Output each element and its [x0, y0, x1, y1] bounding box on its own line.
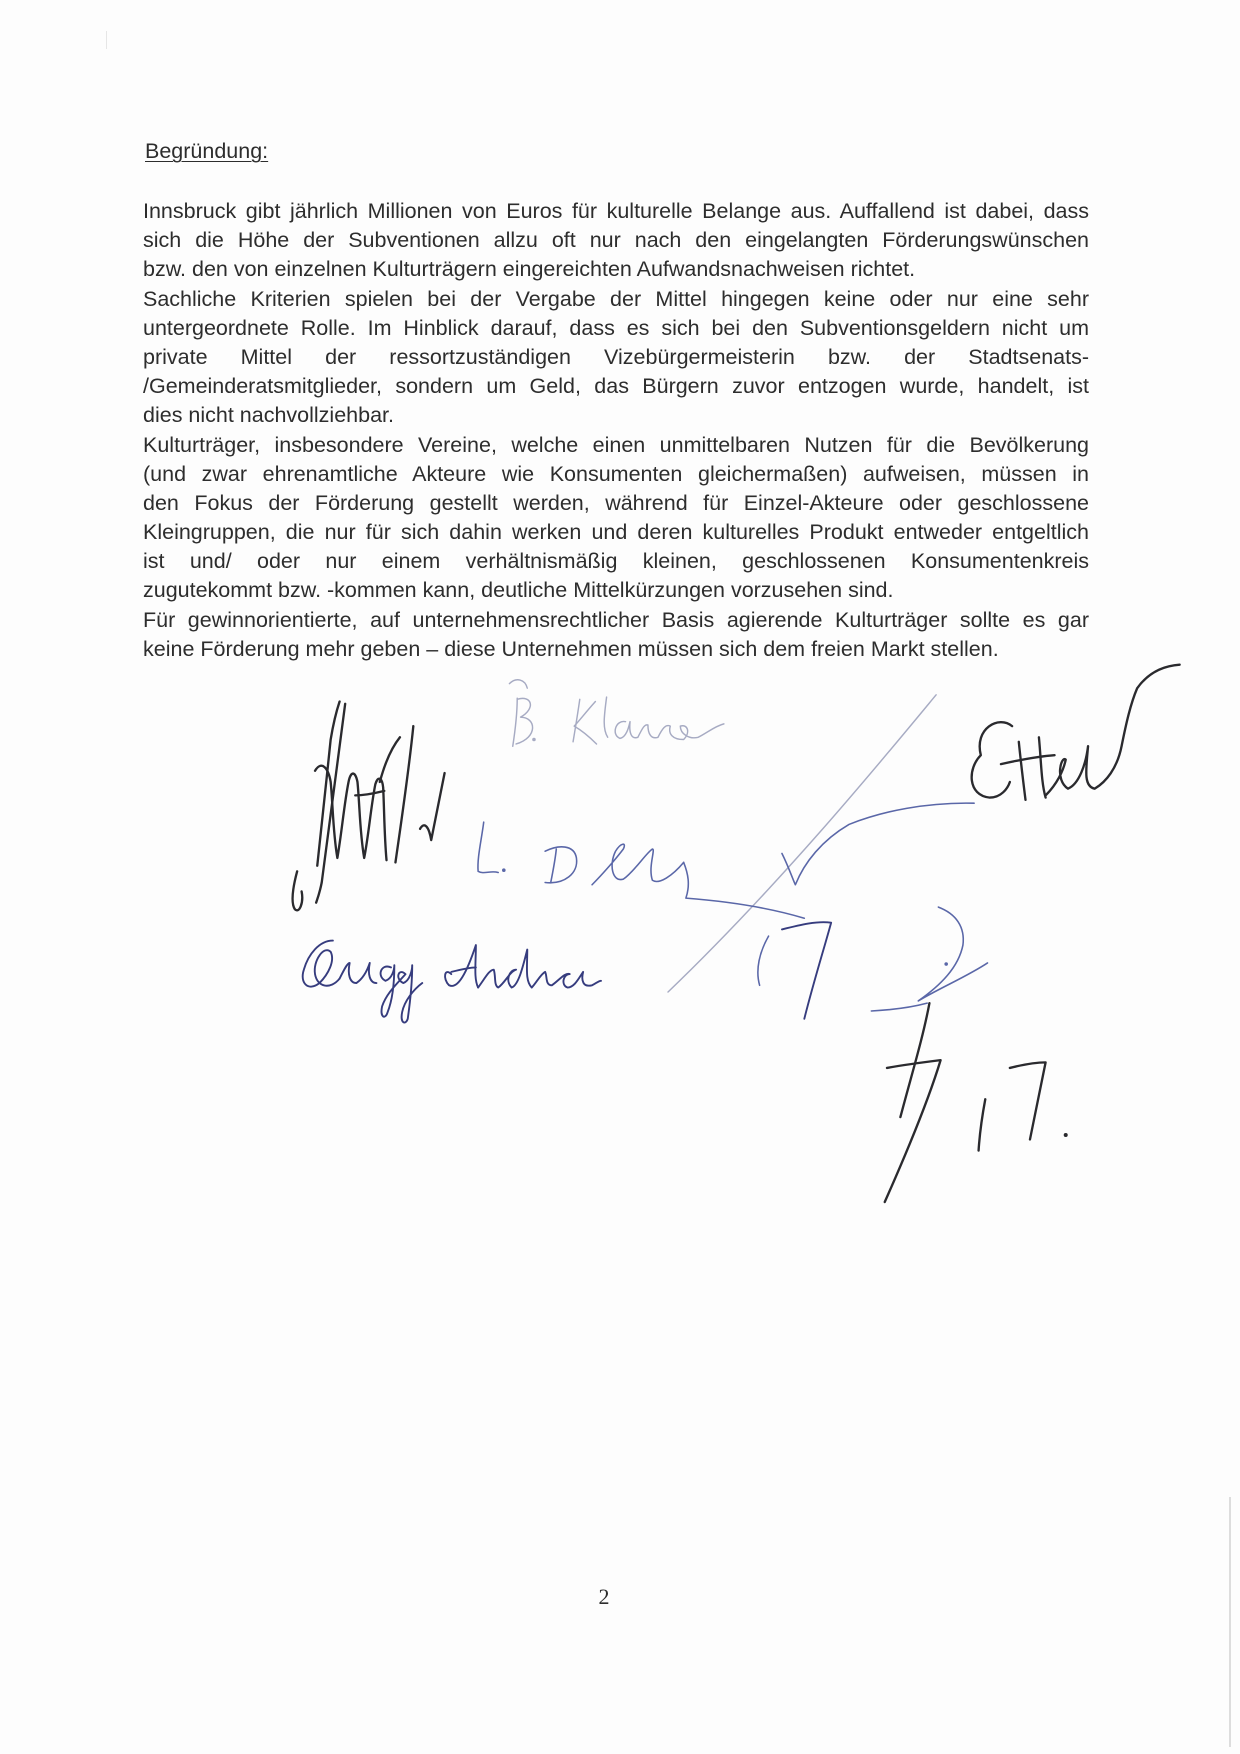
- signature-ettel: [972, 665, 1180, 800]
- ink-stroke: [292, 871, 302, 910]
- ink-stroke: [516, 698, 532, 744]
- text-line: Kleingruppen, die nur für sich dahin werken und deren kulturelles Produkt entweder entgeltlich: [143, 520, 1089, 545]
- ink-stroke: [340, 963, 377, 983]
- text-line: keine Förderung mehr geben – diese Unternehmen müssen sich dem freien Markt stellen.: [143, 636, 999, 661]
- ink-stroke: [478, 822, 498, 872]
- text-line: (und zwar ehrenamtliche Akteure wie Konsumenten gleichermaßen) aufweisen, müssen in: [143, 461, 1089, 486]
- ink-stroke: [509, 680, 527, 688]
- ink-stroke: [513, 698, 517, 746]
- ink-stroke: [972, 722, 1012, 797]
- ink-stroke: [355, 791, 384, 795]
- ink-stroke: [478, 950, 601, 988]
- signature-hugg-andrea: [303, 922, 831, 1022]
- signature-numeral-marks: [885, 1003, 1068, 1202]
- ink-stroke: [574, 702, 596, 744]
- ink-stroke: [871, 1003, 927, 1011]
- ink-dot: [944, 962, 948, 966]
- ink-stroke: [1039, 737, 1046, 797]
- ink-stroke: [604, 697, 608, 737]
- ink-stroke: [551, 849, 557, 883]
- ink-stroke: [782, 922, 831, 1019]
- ink-stroke: [758, 936, 769, 985]
- ink-stroke: [381, 965, 423, 1022]
- ink-stroke: [451, 967, 476, 971]
- ink-stroke: [380, 737, 400, 782]
- ink-stroke: [668, 695, 936, 992]
- signature-diagonal-stroke: [668, 695, 936, 992]
- text-line: sich die Höhe der Subventionen allzu oft nur nach den eingelangten Förderungswünschen: [143, 228, 1089, 253]
- ink-dot: [502, 868, 506, 872]
- ink-dot: [1064, 1133, 1068, 1137]
- text-line: ist und/ oder nur einem verhältnismäßig kleinen, geschlossenen Konsumentenkreis: [143, 549, 1089, 574]
- text-line: untergeordnete Rolle. Im Hinblick darauf, dass es sich bei den Subventionsgeldern nicht um: [143, 315, 1089, 340]
- ink-stroke: [979, 1099, 986, 1150]
- ink-stroke: [445, 945, 478, 987]
- text-line: bzw. den von einzelnen Kulturträgern eingereichten Aufwandsnachweisen richtet.: [143, 257, 916, 282]
- signature-l-d: [478, 803, 988, 1011]
- ink-stroke: [395, 726, 413, 862]
- signature-scribble: [292, 702, 444, 911]
- ink-stroke: [615, 721, 724, 739]
- ink-stroke: [900, 1003, 929, 1117]
- ink-stroke: [1019, 742, 1026, 800]
- ink-stroke: [592, 844, 684, 885]
- ink-stroke: [420, 773, 445, 840]
- ink-stroke: [1010, 1062, 1046, 1139]
- text-line: Für gewinnorientierte, auf unternehmensrechtlicher Basis agierende Kulturträger sollte es gar: [143, 607, 1089, 632]
- ink-stroke: [303, 941, 340, 987]
- text-line: zugutekommt bzw. -kommen kann, deutliche Mittelkürzungen vorzusehen sind.: [143, 578, 894, 603]
- page-number: 2: [598, 1584, 610, 1609]
- ink-stroke: [885, 1060, 941, 1202]
- ink-stroke: [918, 907, 987, 1001]
- text-line: Sachliche Kriterien spielen bei der Vergabe der Mittel hingegen keine oder nur eine sehr: [143, 286, 1089, 311]
- text-line: /Gemeinderatsmitglieder, sondern um Geld, das Bürgern zuvor entzogen wurde, handelt, ist: [143, 374, 1089, 399]
- text-line: private Mittel der ressortzuständigen Vizebürgermeisterin bzw. der Stadtsenats-: [143, 344, 1089, 369]
- text-line: den Fokus der Förderung gestellt werden, während für Einzel-Akteure oder geschlossene: [143, 490, 1089, 515]
- ink-stroke: [782, 803, 974, 885]
- signature-b-klaus: [509, 680, 723, 746]
- ink-stroke: [1046, 665, 1180, 796]
- section-heading: Begründung:: [145, 139, 269, 163]
- text-line: dies nicht nachvollziehbar.: [143, 403, 394, 428]
- text-line: Kulturträger, insbesondere Vereine, welche einen unmittelbaren Nutzen für die Bevölkerung: [143, 432, 1089, 457]
- ink-stroke: [1001, 755, 1055, 764]
- ink-stroke: [545, 847, 577, 883]
- ink-dot: [532, 738, 536, 742]
- text-line: Innsbruck gibt jährlich Millionen von Euros für kulturelle Belange aus. Auffallend ist dabei, dass: [143, 199, 1089, 223]
